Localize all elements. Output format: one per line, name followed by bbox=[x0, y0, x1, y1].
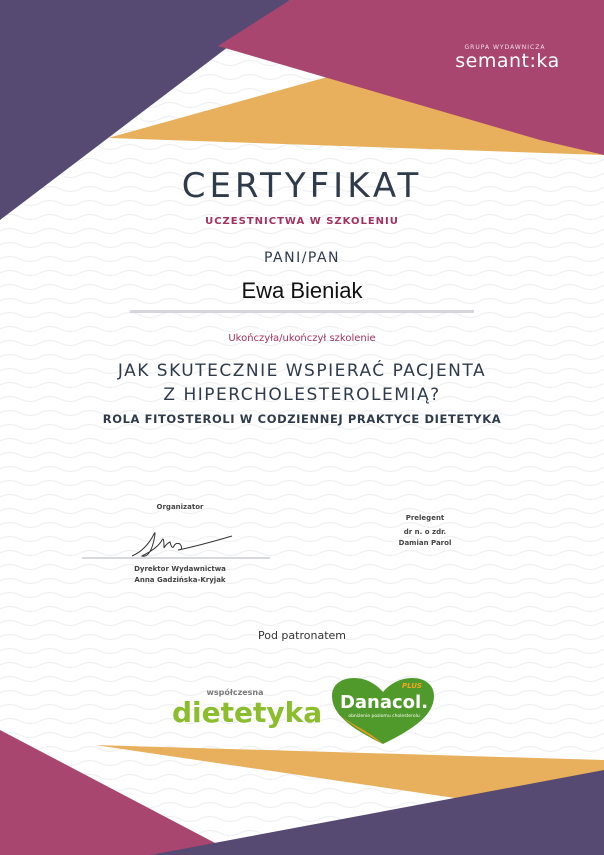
danacol-logo-text: Danacol. bbox=[339, 692, 429, 713]
organizer-name: Anna Gadzińska-Kryjak bbox=[134, 576, 226, 584]
danacol-tagline: obniżenie poziomu cholesterolu bbox=[348, 714, 420, 719]
organizer-label: Organizator bbox=[156, 503, 204, 511]
speaker-label: Prelegent bbox=[405, 514, 445, 522]
dietetyka-logo: dietetyka bbox=[172, 696, 323, 729]
completed-text: Ukończyła/ukończył szkolenie bbox=[228, 333, 376, 344]
certificate-subtitle: UCZESTNICTWA W SZKOLENIU bbox=[205, 216, 399, 227]
salutation: PANI/PAN bbox=[263, 250, 341, 266]
patronage-label: Pod patronatem bbox=[257, 629, 346, 642]
dietetyka-logo-small: współczesna bbox=[206, 688, 264, 697]
course-title-line1: JAK SKUTECZNIE WSPIERAĆ PACJENTA bbox=[117, 361, 487, 381]
speaker-title: dr n. o zdr. bbox=[403, 528, 447, 536]
name-underline bbox=[130, 310, 474, 313]
course-title-line2: Z HIPERCHOLESTEROLEMIĄ? bbox=[163, 385, 441, 405]
participant-name: Ewa Bieniak bbox=[241, 278, 363, 303]
organizer-role: Dyrektor Wydawnictwa bbox=[134, 565, 226, 573]
course-subtitle: ROLA FITOSTEROLI W CODZIENNEJ PRAKTYCE DIETETYKA bbox=[102, 412, 502, 426]
semantika-logo: semant:ka bbox=[455, 50, 560, 72]
course-title bbox=[0, 359, 604, 407]
brand-group-label: GRUPA WYDAWNICZA bbox=[464, 44, 546, 51]
danacol-plus-text: PLUS bbox=[402, 682, 422, 690]
signature-line bbox=[82, 557, 270, 559]
speaker-name: Damian Parol bbox=[398, 539, 452, 547]
certificate-title: CERTYFIKAT bbox=[181, 166, 423, 206]
